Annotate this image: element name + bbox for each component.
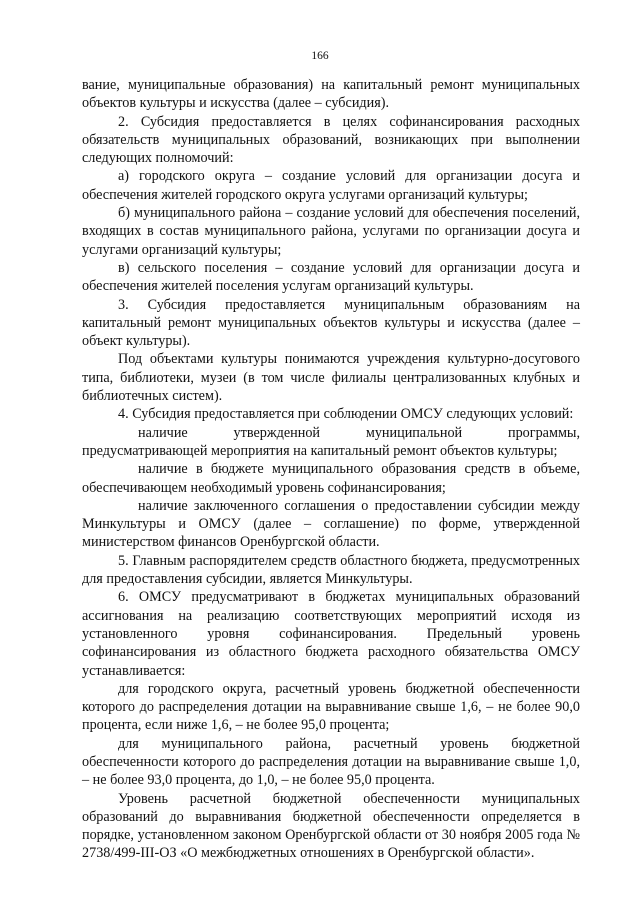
paragraph-condition-program: наличие утвержденной муниципальной программы, предусматривающей мероприятия на капитальный ремонт объектов культуры; (82, 424, 580, 459)
paragraph-sub-c: в) сельского поселения – создание условий для организации досуга и обеспечения жителей поселения услугам организаций культуры. (82, 259, 580, 295)
paragraph-item-4: 4. Субсидия предоставляется при соблюдении ОМСУ следующих условий: (118, 406, 574, 423)
paragraph-condition-agreement: наличие заключенного соглашения о предоставлении субсидии между Минкультуры и ОМСУ (далее – соглашение) по форме, утвержденной министерством финансов Оренбургской области. (82, 497, 580, 551)
paragraph-continuation: вание, муниципальные образования) на капитальный ремонт муниципальных объектов культуры и искусства (далее – субсидия). (82, 77, 580, 112)
paragraph-sub-a: а) городского округа – создание условий для организации досуга и обеспечения жителей городского округа услугами организаций культуры; (82, 168, 580, 203)
paragraph-item-6: 6. ОМСУ предусматривают в бюджетах муниципальных образований ассигнования на реализацию соответствующих мероприятий исходя из установленного уровня софинансирования. Предельный уровень софинансирования из областного бюджета расходного обязательства ОМСУ устанавливается: (82, 589, 580, 679)
paragraph-budget-sufficiency: Уровень расчетной бюджетной обеспеченности муниципальных образований до выравнивания бюджетной обеспеченности определяется в порядке, установленном законом Оренбургской области от 30 ноября 2005 года № 2738/499-III-ОЗ «О межбюджетных отношениях в Оренбургской области». (82, 790, 580, 862)
paragraph-item-2: 2. Субсидия предоставляется в целях софинансирования расходных обязательств муниципальных образований, возникающих при выполнении следующих полномочий: (82, 113, 580, 167)
paragraph-culture-objects: Под объектами культуры понимаются учреждения культурно-досугового типа, библиотеки, музеи (в том числе филиалы централизованных клубных и библиотечных систем). (82, 351, 580, 405)
paragraph-sub-b: б) муниципального района – создание условий для обеспечения поселений, входящих в состав муниципального района, услугами по организации досуга и услугами организаций культуры; (82, 205, 580, 258)
paragraph-city-district-level: для городского округа, расчетный уровень бюджетной обеспеченности которого до распределения дотации на выравнивание свыше 1,6, – не более 90,0 процента, если ниже 1,6, – не более 95,0 процента; (82, 680, 580, 734)
paragraph-condition-budget: наличие в бюджете муниципального образования средств в объеме, обеспечивающем необходимый уровень софинансирования; (82, 461, 580, 496)
document-body (82, 76, 580, 863)
paragraph-municipal-district-level: для муниципального района, расчетный уровень бюджетной обеспеченности которого до распределения дотации на выравнивание свыше 1,0, – не более 93,0 процента, до 1,0, – не более 95,0 процента. (82, 735, 580, 789)
paragraph-item-5: 5. Главным распорядителем средств областного бюджета, предусмотренных для предоставления субсидии, является Минкультуры. (82, 552, 580, 588)
paragraph-item-3: 3. Субсидия предоставляется муниципальным образованиям на капитальный ремонт муниципальных объектов культуры и искусства (далее – объект культуры). (82, 296, 580, 350)
page-number: 166 (311, 50, 329, 62)
